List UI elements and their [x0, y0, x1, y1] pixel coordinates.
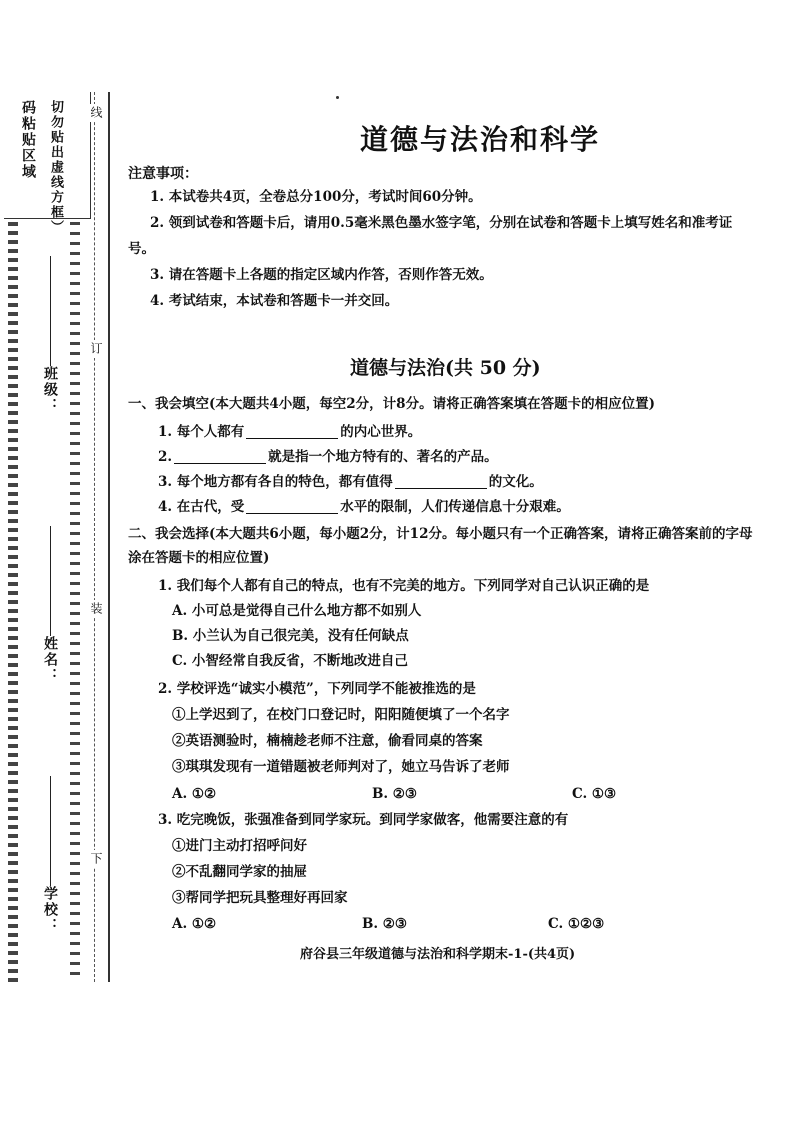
- class-field[interactable]: [40, 250, 60, 414]
- notice-item-4: 4. 考试结束，本试卷和答题卡一并交回。: [150, 293, 399, 309]
- fill-blank[interactable]: [395, 474, 487, 489]
- choice-q2-option-c[interactable]: C. ①③: [572, 786, 617, 802]
- fill-question-2: [158, 445, 498, 469]
- binding-edge-line: [108, 92, 110, 982]
- part1-heading: 一、我会填空(本大题共4小题，每空2分，计8分。请将正确答案填在答题卡的相应位置): [128, 396, 655, 412]
- notice-item-2: 2. 领到试卷和答题卡后，请用0.5毫米黑色墨水签字笔，分别在试卷和答题卡上填写姓名和准考证号。: [128, 215, 733, 257]
- cut-mark-xia: 下: [89, 852, 103, 866]
- choice-q2-stem: 2. 学校评选“诚实小模范”，下列同学不能被推选的是: [158, 681, 476, 697]
- part2-heading: 二、我会选择(本大题共6小题，每小题2分，计12分。每小题只有一个正确答案，请将正确答案前的字母涂在答题卡的相应位置): [128, 526, 753, 566]
- choice-q3-option-b[interactable]: B. ②③: [362, 916, 408, 932]
- class-field-line: [50, 256, 51, 366]
- name-field-line: [50, 526, 51, 636]
- choice-q1-stem: 1. 我们每个人都有自己的特点，也有不完美的地方。下列同学对自己认识正确的是: [158, 578, 650, 594]
- fill-blank[interactable]: [174, 449, 266, 464]
- fill-q1-before: 1. 每个人都有: [158, 424, 245, 440]
- barcode-area-note: 切勿贴出虚线方框）: [48, 100, 63, 235]
- section-title: 道德与法治(共 50 分): [350, 357, 541, 379]
- scan-speck: [336, 96, 339, 99]
- fill-q3-after: 的文化。: [488, 474, 543, 490]
- cut-mark-zhuang: 装: [89, 602, 103, 616]
- fill-blank[interactable]: [246, 499, 338, 514]
- fill-q2-after: 就是指一个地方特有的、著名的产品。: [268, 449, 498, 465]
- choice-q2-statement-2: ②英语测验时，楠楠趁老师不注意，偷看同桌的答案: [172, 733, 483, 749]
- notice-heading: 注意事项：: [128, 166, 198, 182]
- school-field-label: 学校：: [42, 886, 58, 934]
- choice-q1-option-a[interactable]: A. 小可总是觉得自己什么地方都不如别人: [172, 603, 422, 619]
- cut-mark-ding: 订: [89, 342, 103, 356]
- barcode-area-label: 码粘贴区域: [20, 100, 36, 180]
- notice-item-1: 1. 本试卷共4页，全卷总分100分，考试时间60分钟。: [150, 189, 482, 205]
- perforation-strip-left: [8, 222, 18, 982]
- fill-question-4: [158, 495, 570, 519]
- fill-q4-before: 4. 在古代，受: [158, 499, 245, 515]
- class-field-label: 班级：: [42, 366, 58, 414]
- choice-q3-statement-3: ③帮同学把玩具整理好再回家: [172, 890, 348, 906]
- cut-mark-xian: 线: [89, 106, 103, 120]
- choice-q1-option-b[interactable]: B. 小兰认为自己很完美，没有任何缺点: [172, 628, 409, 644]
- cut-dashed-line: [94, 92, 95, 982]
- page-title: 道德与法治和科学: [360, 123, 601, 156]
- choice-q3-option-c[interactable]: C. ①②③: [548, 916, 605, 932]
- choice-q2-statement-3: ③琪琪发现有一道错题被老师判对了，她立马告诉了老师: [172, 759, 510, 775]
- fill-q3-before: 3. 每个地方都有各自的特色，都有值得: [158, 474, 393, 490]
- page-footer: 府谷县三年级道德与法治和科学期末-1-(共4页): [300, 947, 576, 962]
- name-field[interactable]: [40, 520, 60, 684]
- school-field-line: [50, 776, 51, 886]
- choice-q3-option-a[interactable]: A. ①②: [172, 916, 217, 932]
- fill-q4-after: 水平的限制，人们传递信息十分艰难。: [340, 499, 570, 515]
- choice-q3-stem: 3. 吃完晚饭，张强准备到同学家玩。到同学家做客，他需要注意的有: [158, 812, 569, 828]
- fill-question-1: [158, 420, 421, 444]
- choice-q3-statement-1: ①进门主动打招呼问好: [172, 838, 307, 854]
- choice-q2-option-a[interactable]: A. ①②: [172, 786, 217, 802]
- fill-q1-after: 的内心世界。: [340, 424, 422, 440]
- choice-q2-statement-1: ①上学迟到了，在校门口登记时，阳阳随便填了一个名字: [172, 707, 510, 723]
- school-field[interactable]: [40, 770, 60, 934]
- fill-q2-before: 2.: [158, 449, 173, 465]
- fill-blank[interactable]: [246, 424, 338, 439]
- notice-item-3: 3. 请在答题卡上各题的指定区域内作答，否则作答无效。: [150, 267, 493, 283]
- choice-q1-option-c[interactable]: C. 小智经常自我反省，不断地改进自己: [172, 653, 408, 669]
- choice-q3-statement-2: ②不乱翻同学家的抽屉: [172, 864, 307, 880]
- perforation-strip-right: [70, 222, 80, 982]
- choice-q2-option-b[interactable]: B. ②③: [372, 786, 418, 802]
- fill-question-3: [158, 470, 543, 494]
- name-field-label: 姓名：: [42, 636, 58, 684]
